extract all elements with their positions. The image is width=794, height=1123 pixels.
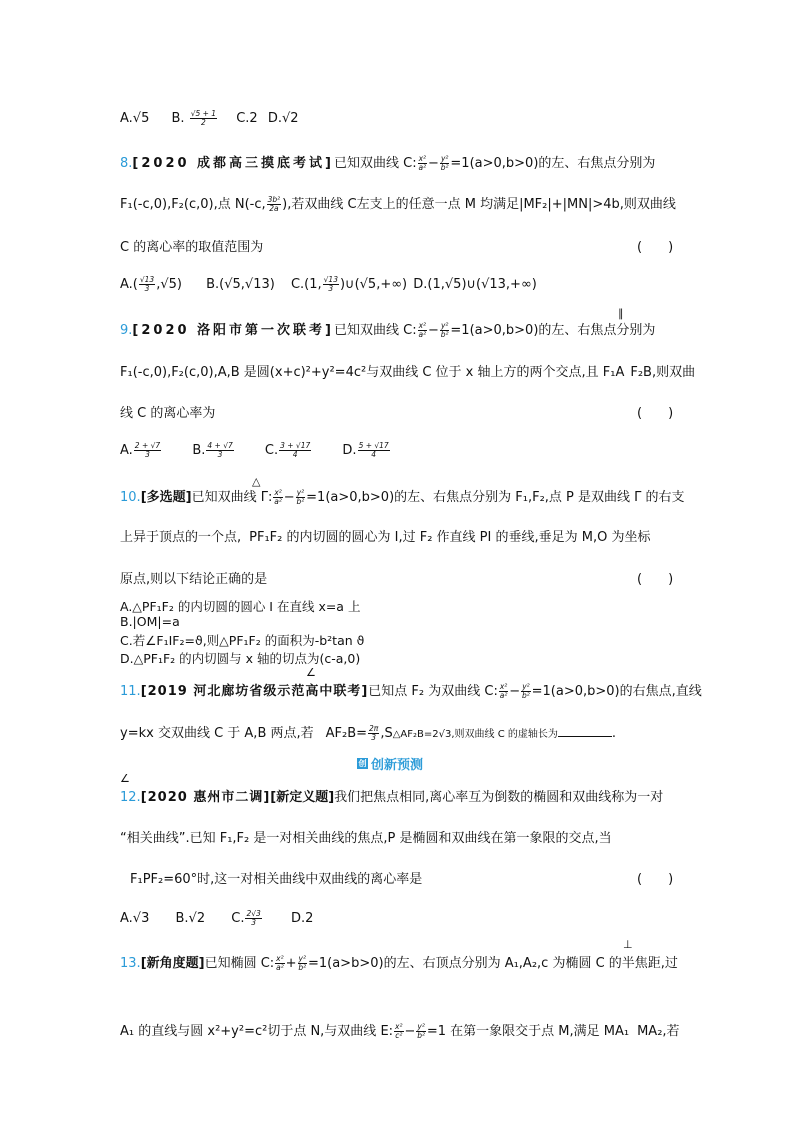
q7-option-b-fraction: $\frac{√5 + 1}{2}$ — [190, 109, 217, 127]
q12-number: 12. — [120, 790, 141, 805]
q9-option-b: B. $\frac{4 + √7}{3}$ — [192, 441, 233, 459]
q8-option-a: A.( $\frac{√13}{3}$ ,√5) — [120, 275, 182, 293]
q12-tag: [新定义题] — [270, 790, 335, 805]
q9-parallel-mark: ∥ — [618, 307, 624, 320]
q9-options — [120, 442, 391, 459]
q10-line-3: 原点,则以下结论正确的是 — [120, 572, 268, 587]
q9-text-2b: F₂B,则双曲 — [630, 365, 696, 380]
q11-end: . — [611, 726, 617, 741]
q13-text-1: 已知椭圆 C: — [204, 956, 275, 971]
q12-option-a: A.√3 — [120, 911, 150, 926]
q9-text-1: 已知双曲线 C: — [334, 323, 417, 338]
q9-frac-y: $\frac{\text{y²}}{\text{b²}}$ — [440, 321, 449, 339]
innovation-icon: 创 — [358, 759, 367, 768]
q12-line-3: F₁PF₂=60°时,这一对相关曲线中双曲线的离心率是 — [130, 872, 423, 887]
q12-line-2: “相关曲线”.已知 F₁,F₂ 是一对相关曲线的焦点,P 是椭圆和双曲线在第一象限的交点,当 — [120, 831, 612, 846]
q8-frac-n: $\frac{\text{3b²}}{2a}$ — [267, 195, 281, 213]
q10-option-a: A.△PF₁F₂ 的内切圆的圆心 I 在直线 x=a 上 — [120, 599, 361, 614]
q13-line-2: A₁ 的直线与圆 x²+y²=c²切于点 N,与双曲线 E: $\frac{\text{x²}}{\text{c²}}$ − $\frac{\text{y²}}{\text{b²}}$ =1 在第一象限交于点 M,满足 MA₁ MA₂,若 — [120, 1022, 680, 1040]
q9-line-1: 9.[2020 洛阳市第一次联考]已知双曲线 C: $\frac{\text{x²}}{\text{a²}}$ − $\frac{\text{y²}}{\text{b²}}$ =1(a>0,b>0)的左、右焦点分别为 — [120, 321, 656, 339]
q7-option-d: D.√2 — [267, 111, 299, 126]
q8-text-2: F₁(-c,0),F₂(c,0),点 N(-c, — [120, 197, 266, 212]
q11-line-2 — [120, 722, 616, 742]
q10-text-2: 上异于顶点的一个点, — [120, 530, 242, 545]
q12-options — [120, 910, 313, 927]
q11-text-1: 已知点 F₂ 为双曲线 C: — [368, 684, 498, 699]
q10-answer-paren: ( ) — [637, 572, 674, 587]
q8-line-2 — [120, 193, 676, 213]
q10-line-1: 10.[多选题]已知双曲线 Γ: $\frac{\text{x²}}{\text{a²}}$ − $\frac{\text{y²}}{\text{b²}}$ =1(a>0,b>0)的左、右焦点分别为 F₁,F₂,点 P 是双曲线 Γ 的右支 — [120, 488, 685, 506]
q13-text-2b: =1 在第一象限交于点 M,满足 MA₁ — [426, 1024, 630, 1039]
q13-frac-x: $\frac{\text{x²}}{\text{a²}}$ — [276, 954, 284, 972]
q7-option-a: A.√5 — [120, 111, 150, 126]
q12-answer-paren: ( ) — [637, 872, 674, 887]
q12-angle-mark: ∠ — [120, 772, 130, 785]
q11-angle-mark: ∠ — [306, 666, 316, 679]
q10-option-d: D.△PF₁F₂ 的内切圆与 x 轴的切点为(c-a,0) — [120, 651, 361, 666]
q10-frac-y: $\frac{\text{y²}}{\text{b²}}$ — [296, 488, 305, 506]
q11-frac-angle: $\frac{2\pi}{3}$ — [369, 724, 379, 742]
q12-option-d: D.2 — [290, 911, 314, 926]
q11-text-2c: ,S — [380, 726, 393, 741]
q10-option-b: B.|OM|=a — [120, 614, 180, 629]
q13-number: 13. — [120, 956, 141, 971]
q8-frac-x: $\frac{\text{x²}}{\text{a²}}$ — [418, 154, 427, 172]
q7-option-b: B. — [171, 111, 185, 126]
q13-text-2: A₁ 的直线与圆 x²+y²=c²切于点 N,与双曲线 E: — [120, 1024, 394, 1039]
q9-line-2 — [120, 361, 695, 380]
q12-text-1: 我们把焦点相同,离心率互为倒数的椭圆和双曲线称为一对 — [334, 790, 664, 805]
q8-text-2b: ),若双曲线 C左支上的任意一点 M 均满足|MF₂|+|MN|>4b,则双曲线 — [282, 197, 676, 212]
q9-source: [2020 洛阳市第一次联考] — [132, 323, 334, 338]
q8-option-c: C.(1, $\frac{√13}{3}$ )∪(√5,+∞) — [290, 275, 408, 293]
q13-text-1b: =1(a>b>0)的左、右顶点分别为 A₁,A₂,c 为椭圆 C 的半焦距,过 — [307, 956, 678, 971]
q8-source: [2020 成都高三摸底考试] — [132, 156, 334, 171]
q13-perp-mark: ⊥ — [623, 938, 633, 951]
q10-option-c: C.若∠F₁IF₂=ϑ,则△PF₁F₂ 的面积为-b²tan ϑ — [120, 633, 365, 648]
q9-option-c: C. $\frac{3 + √17}{4}$ — [264, 441, 311, 459]
q7-option-c: C.2 — [236, 111, 258, 126]
q9-answer-paren: ( ) — [637, 406, 674, 421]
q10-line-2 — [120, 526, 650, 545]
q13-frac-y: $\frac{\text{y²}}{\text{b²}}$ — [298, 954, 307, 972]
q8-answer-paren: ( ) — [637, 240, 674, 255]
section-title: 创新预测 — [371, 758, 424, 773]
q11-text-2: y=kx 交双曲线 C 于 A,B 两点,若 — [120, 726, 314, 741]
q10-frac-x: $\frac{\text{x²}}{\text{a²}}$ — [274, 488, 282, 506]
q10-number: 10. — [120, 490, 141, 505]
q8-line-3: C 的离心率的取值范围为 — [120, 240, 264, 255]
q12-source: [2020 惠州市二调] — [140, 790, 271, 805]
q9-number: 9. — [120, 323, 133, 338]
q7-options — [120, 110, 299, 127]
q9-frac-x: $\frac{\text{x²}}{\text{a²}}$ — [418, 321, 427, 339]
q8-number: 8. — [120, 156, 133, 171]
q11-number: 11. — [120, 684, 141, 699]
q12-option-c: C. $\frac{2√3}{3}$ — [231, 909, 261, 927]
q13-frac-y2: $\frac{\text{y²}}{\text{b²}}$ — [417, 1022, 426, 1040]
q9-option-a: A. $\frac{2 + √7}{3}$ — [120, 441, 161, 459]
q9-option-d: D. $\frac{5 + √17}{4}$ — [342, 441, 389, 459]
q10-triangle-mark: △ — [252, 475, 261, 488]
q9-line-3: 线 C 的离心率为 — [120, 406, 216, 421]
q11-frac-y: $\frac{\text{y²}}{\text{b²}}$ — [522, 682, 530, 700]
q10-text-2b: PF₁F₂ 的内切圆的圆心为 I,过 F₂ 作直线 PI 的垂线,垂足为 M,O 为坐标 — [249, 530, 651, 545]
q12-line-1 — [120, 786, 663, 805]
q11-frac-x: $\frac{\text{x²}}{\text{a²}}$ — [499, 682, 508, 700]
q11-line-1: 11.[2019 河北廊坊省级示范高中联考]已知点 F₂ 为双曲线 C: $\frac{\text{x²}}{\text{a²}}$ − $\frac{\text{y²}}{\text{b²}}$ =1(a>0,b>0)的右焦点,直线 — [120, 682, 702, 700]
q13-text-2c: MA₂,若 — [637, 1024, 680, 1039]
q13-tag: [新角度题] — [140, 956, 205, 971]
q10-text-1: 已知双曲线 Γ: — [191, 490, 273, 505]
q13-line-1: 13.[新角度题]已知椭圆 C: $\frac{\text{x²}}{\text{a²}}$ + $\frac{\text{y²}}{\text{b²}}$ =1(a>b>0)的左、右顶点分别为 A₁,A₂,c 为椭圆 C 的半焦距,过 — [120, 954, 678, 972]
section-header — [357, 754, 423, 773]
q12-option-b: B.√2 — [175, 911, 206, 926]
q11-source: [2019 河北廊坊省级示范高中联考] — [140, 684, 369, 699]
q10-tag: [多选题] — [140, 490, 192, 505]
q8-text-1: 已知双曲线 C: — [334, 156, 417, 171]
q8-options — [120, 276, 537, 293]
q8-frac-y: $\frac{\text{y²}}{\text{b²}}$ — [440, 154, 449, 172]
q11-text-2b: AF₂B= — [325, 726, 368, 741]
q11-answer-blank[interactable] — [558, 724, 612, 737]
q8-option-d: D.(1,√5)∪(√13,+∞) — [413, 277, 537, 292]
q8-option-b: B.(√5,√13) — [206, 277, 275, 292]
q9-text-2: F₁(-c,0),F₂(c,0),A,B 是圆(x+c)²+y²=4c²与双曲线 C 位于 x 轴上方的两个交点,且 F₁A — [120, 365, 625, 380]
q13-frac-x2: $\frac{\text{x²}}{\text{c²}}$ — [395, 1022, 403, 1040]
q8-line-1: 8.[2020 成都高三摸底考试]已知双曲线 C: $\frac{\text{x²}}{\text{a²}}$ − $\frac{\text{y²}}{\text{b²}}$ =1(a>0,b>0)的左、右焦点分别为 — [120, 154, 656, 172]
q10-text-1b: =1(a>0,b>0)的左、右焦点分别为 F₁,F₂,点 P 是双曲线 Γ 的右支 — [306, 490, 685, 505]
q8-text-1b: =1(a>0,b>0)的左、右焦点分别为 — [450, 156, 656, 171]
q11-text-2d: △AF₂B=2√3,则双曲线 C 的虚轴长为 — [392, 729, 558, 740]
q11-text-1b: =1(a>0,b>0)的右焦点,直线 — [531, 684, 702, 699]
q9-text-1b: =1(a>0,b>0)的左、右焦点分别为 — [450, 323, 656, 338]
